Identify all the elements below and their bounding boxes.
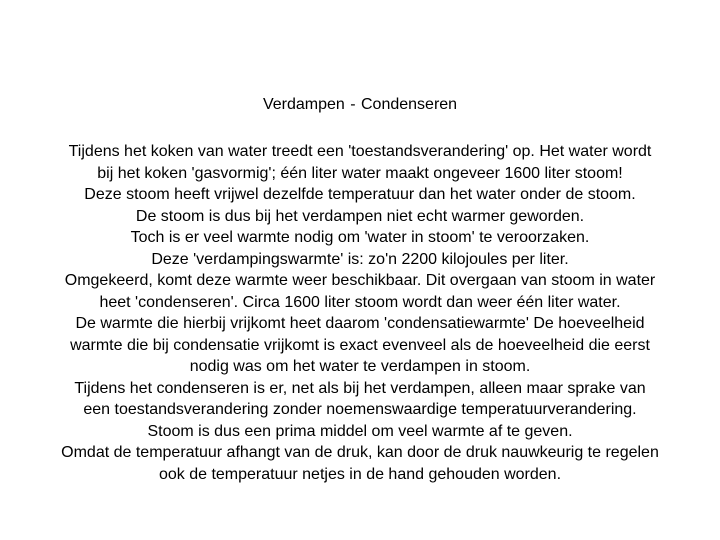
body-line: Tijdens het koken van water treedt een 'toestandsverandering' op. Het water wordt — [68, 143, 652, 160]
body-line: Omgekeerd, komt deze warmte weer beschikbaar. Dit overgaan van stoom in water — [64, 272, 656, 289]
body-line: warmte die bij condensatie vrijkomt is exact evenveel als de hoeveelheid die eerst — [70, 336, 650, 354]
body-line: Tijdens het condenseren is er, net als bij het verdampen, alleen maar sprake van — [74, 379, 646, 397]
body-line: bij het koken 'gasvormig'; één liter water maakt ongeveer 1600 liter stoom! — [97, 164, 623, 182]
body-line: heet 'condenseren'. Circa 1600 liter stoom wordt dan weer één liter water. — [99, 293, 621, 311]
body-line: Deze 'verdampingswarmte' is: zo'n 2200 kilojoules per liter. — [151, 250, 569, 268]
body-line: Omdat de temperatuur afhangt van de druk, kan door de druk nauwkeurig te regelen — [61, 444, 659, 461]
body-line: Deze stoom heeft vrijwel dezelfde temperatuur dan het water onder de stoom. — [84, 186, 636, 203]
body-line: De stoom is dus bij het verdampen niet echt warmer geworden. — [135, 207, 585, 225]
body-line: Stoom is dus een prima middel om veel warmte af te geven. — [147, 422, 573, 440]
slide-title: Verdampen - Condenseren — [262, 96, 458, 113]
body-line: De warmte die hierbij vrijkomt heet daarom 'condensatiewarmte' De hoeveelheid — [75, 315, 645, 332]
body-line: ook de temperatuur netjes in de hand gehouden worden. — [158, 465, 562, 483]
body-line: nodig was om het water te verdampen in stoom. — [189, 358, 531, 375]
slide-body-text — [10, 141, 710, 485]
body-line: Toch is er veel warmte nodig om 'water in stoom' te veroorzaken. — [130, 229, 590, 246]
body-line: een toestandsverandering zonder noemenswaardige temperatuurverandering. — [83, 401, 637, 418]
